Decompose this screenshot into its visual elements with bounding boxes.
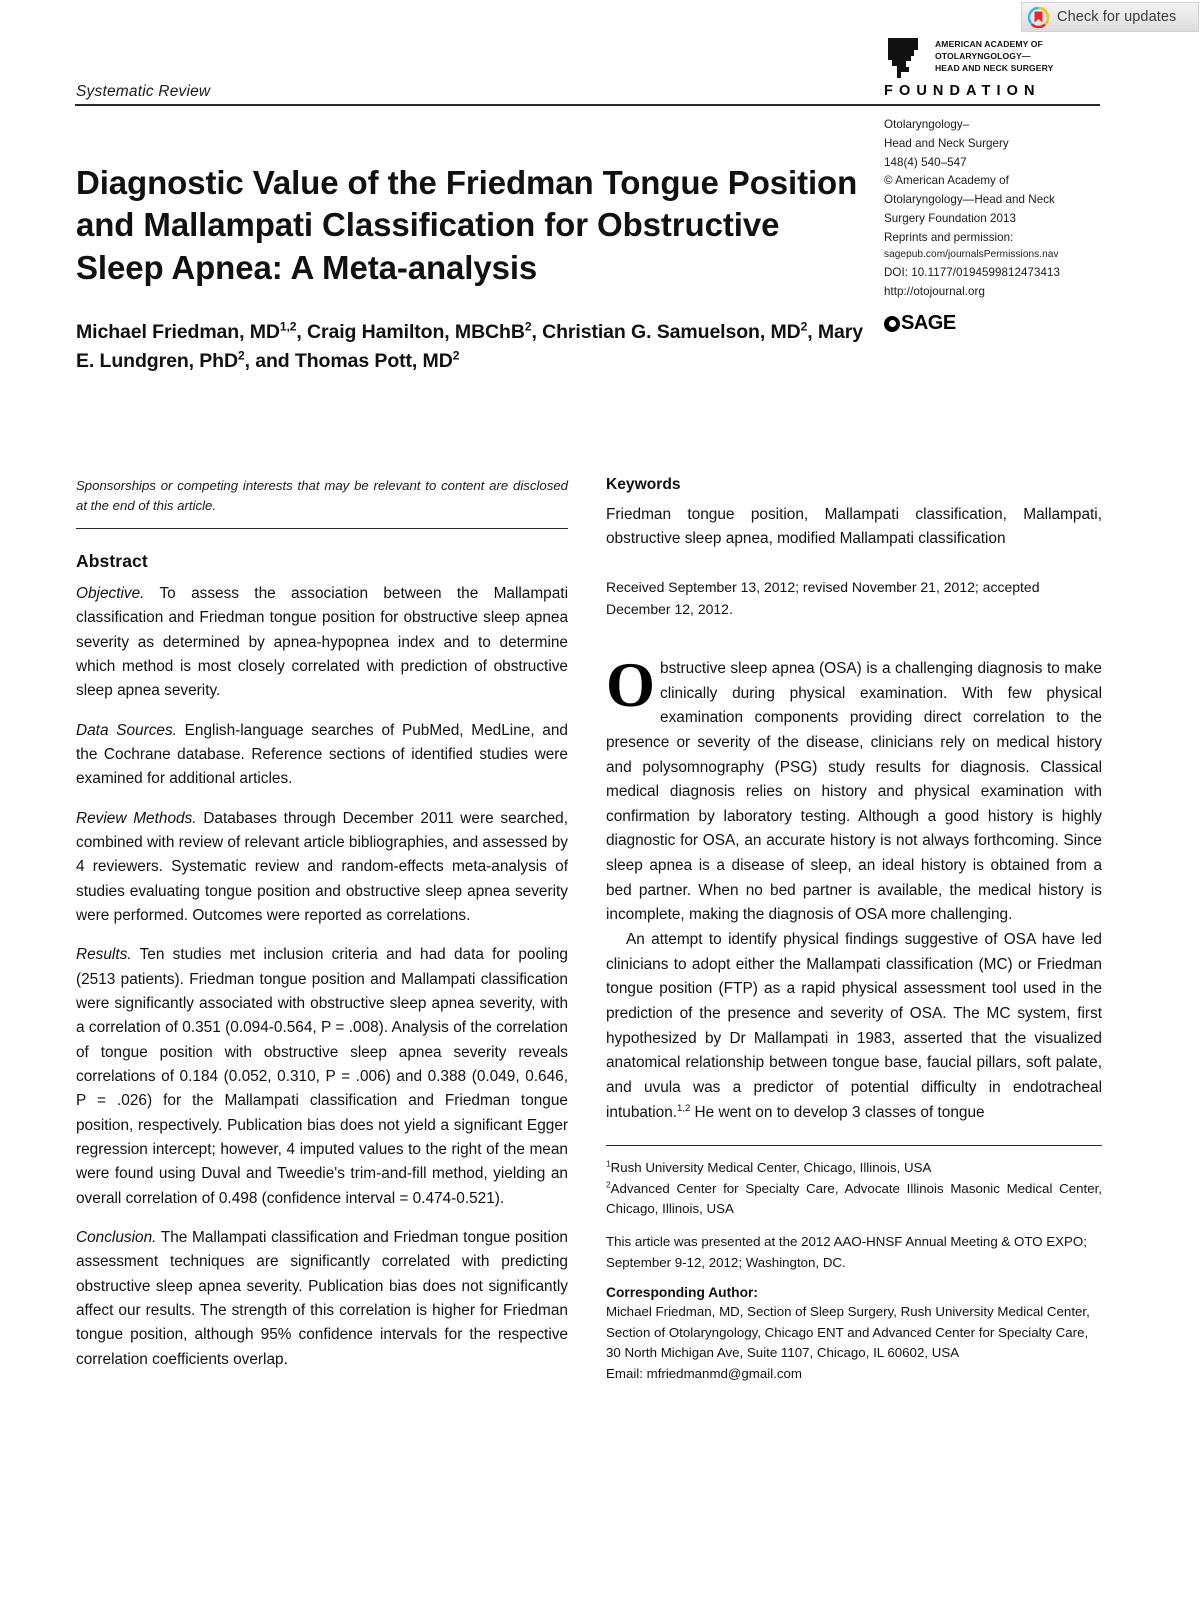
abstract-conclusion-text: The Mallampati classification and Friedman tongue position assessment techniques are significantly correlated with predicting obstructive sleep apnea severity. Publication bias does not significantly affect our results. The strength of this correlation is higher for Friedman tongue position, although 95% confidence intervals for the respective correlation coefficients overlap. [76,1229,568,1368]
check-for-updates-label: Check for updates [1057,9,1177,25]
sage-wordmark: SAGE [901,312,956,335]
left-column [76,476,568,1372]
corresponding-author-address: Michael Friedman, MD, Section of Sleep Surgery, Rush University Medical Center, Section of Otolaryngology, Chicago ENT and Advanced Center for Specialty Care, 30 North Michigan Ave, Suite 1107, Chicago, IL 60602, USA [606,1304,1090,1361]
abstract-data-sources-label: Data Sources. [76,721,177,739]
keywords-heading: Keywords [606,476,681,493]
publisher-logo-line1: AMERICAN ACADEMY OF [935,39,1043,49]
journal-name-line1: Otolaryngology– [884,118,970,131]
abstract-conclusion [76,1226,568,1372]
disclosure-rule [76,528,568,529]
abstract-data-sources [76,719,568,792]
abstract-review-methods-label: Review Methods. [76,809,197,827]
abstract-results-text: Ten studies met inclusion criteria and had data for pooling (2513 patients). Friedman tongue position and Mallampati classification were significantly associated with obstructive sleep apnea severity, with a correlation of 0.351 (0.094-0.564, P = .008). Analysis of the correlation of tongue position with obstructive sleep apnea severity reveals correlations of 0.184 (0.052, 0.310, P = .006) and 0.388 (0.049, 0.646, P = .026) for the Mallampati classification and Friedman tongue position, respectively. Publication bias does not yield a significant Egger regression intercept; however, 4 imputed values to the right of the mean were found using Duval and Tweedie's trim-and-fill method, yielding an overall correlation of 0.498 (confidence interval = 0.474-0.521). [76,946,568,1207]
footnote-rule [606,1145,1102,1146]
page-title: Diagnostic Value of the Friedman Tongue Position and Mallampati Classification for Obstructive Sleep Apnea: A Meta-analysis [76,164,858,286]
received-dates: Received September 13, 2012; revised November 21, 2012; accepted December 12, 2012. [606,578,1040,618]
journal-url[interactable]: http://otojournal.org [884,284,985,298]
author-list: Michael Friedman, MD$^{1,2}$, Craig Hamilton, MBChB$^2$, Christian G. Samuelson, $MD^2$, Mary E. Lundgren, PhD$^2$, and Thomas Pott, $MD^2$ [76,319,864,373]
abstract-objective-label: Objective. [76,585,145,603]
running-head: Systematic Review [76,83,211,100]
drop-cap: O [606,650,656,720]
publisher-logo [884,36,1100,99]
permissions-url[interactable]: sagepub.com/journalsPermissions.nav [884,249,1059,261]
disclosure-note: Sponsorships or competing interests that may be relevant to content are disclosed at the end of this article. [76,478,568,514]
corresponding-author-email[interactable]: Email: mfriedmanmd@gmail.com [606,1366,803,1382]
crossmark-icon [1028,7,1049,28]
abstract-review-methods [76,807,568,929]
corresponding-author-heading: Corresponding Author: [606,1285,759,1301]
right-column [606,476,1102,1385]
intro-paragraph-2: An attempt to identify physical findings suggestive of OSA have led clinicians to adopt either the Mallampati classification (MC) or Friedman tongue position (FTP) as a rapid physical assessment tool used in the prediction of the presence and severity of OSA. The MC system, first hypothesized by Dr Mallampati in 1983, asserted that the visualized anatomical relationship between tongue base, faucial pillars, soft palate, and uvula was a predictor of potential difficulty in endotracheal intubation.$^{1,2}$ He went on to develop 3 classes of tongue [606,931,1102,1121]
publisher-logo-foundation: FOUNDATION [884,83,1041,99]
journal-name-line2: Head and Neck Surgery [884,136,1009,150]
header-rule [75,104,1100,106]
doi-line[interactable]: DOI: 10.1177/0194599812473413 [884,265,1060,279]
journal-volume-pages: 148(4) 540–547 [884,155,967,169]
sage-logo [884,307,1106,339]
abstract-objective [76,582,568,704]
copyright-line2: Otolaryngology—Head and Neck [884,193,1055,207]
abstract-heading: Abstract [76,551,148,572]
abstract-review-methods-text: Databases through December 2011 were searched, combined with review of relevant article bibliographies, and assessed by 4 reviewers. Systematic review and random-effects meta-analysis of studies evaluating tongue position and obstructive sleep apnea severity were performed. Outcomes were reported as correlations. [76,809,568,925]
abstract-results-label: Results. [76,946,132,964]
intro-paragraph-1 [606,650,1102,928]
abstract-conclusion-label: Conclusion. [76,1229,157,1246]
affiliations: $^1$Rush University Medical Center, Chicago, Illinois, USA $^2$Advanced Center for Specialty Care, Advocate Illinois Masonic Medical Center, Chicago, Illinois, USA [606,1159,1102,1217]
reprints-label: Reprints and permission: [884,230,1014,244]
copyright-line3: Surgery Foundation 2013 [884,211,1016,225]
copyright-line1: © American Academy of [884,174,1009,188]
presentation-note: This article was presented at the 2012 AAO-HNSF Annual Meeting & OTO EXPO; September 9-12, 2012; Washington, DC. [606,1234,1087,1270]
publisher-logo-line2: OTOLARYNGOLOGY— [935,51,1031,62]
publisher-logo-line3: HEAD AND NECK SURGERY [935,63,1054,74]
abstract-results [76,943,568,1211]
journal-metadata [884,116,1106,340]
abstract-objective-text: To assess the association between the Mallampati classification and Friedman tongue position for obstructive sleep apnea severity as determined by apnea-hypopnea index and to determine which method is most closely correlated with prediction of obstructive sleep apnea severity. [76,585,568,700]
aao-head-silhouette-icon [884,36,928,80]
abstract-data-sources-text: English-language searches of PubMed, MedLine, and the Cochrane database. Reference sections of identified studies were examined for additional articles. [76,721,568,788]
sage-dot-icon [884,316,900,332]
check-for-updates-badge[interactable] [1021,2,1199,32]
keywords-list: Friedman tongue position, Mallampati classification, Mallampati, obstructive sleep apnea, modified Mallampati classification [606,506,1102,548]
intro-paragraph-1-text: bstructive sleep apnea (OSA) is a challenging diagnosis to make clinically during physical examination. With few physical examination components providing direct correlation to the presence or severity of the disease, clinicians rely on medical history and polysomnography (PSG) study results for diagnosis. Classical medical diagnosis relies on history and physical examination with confirmation by laboratory testing. Although a good history is highly diagnostic for OSA, an accurate history is not always forthcoming. Since sleep apnea is a disease of sleep, an ideal history is obtained from a bed partner. When no bed partner is available, the medical history is incomplete, making the diagnosis of OSA more challenging. [606,660,1102,924]
